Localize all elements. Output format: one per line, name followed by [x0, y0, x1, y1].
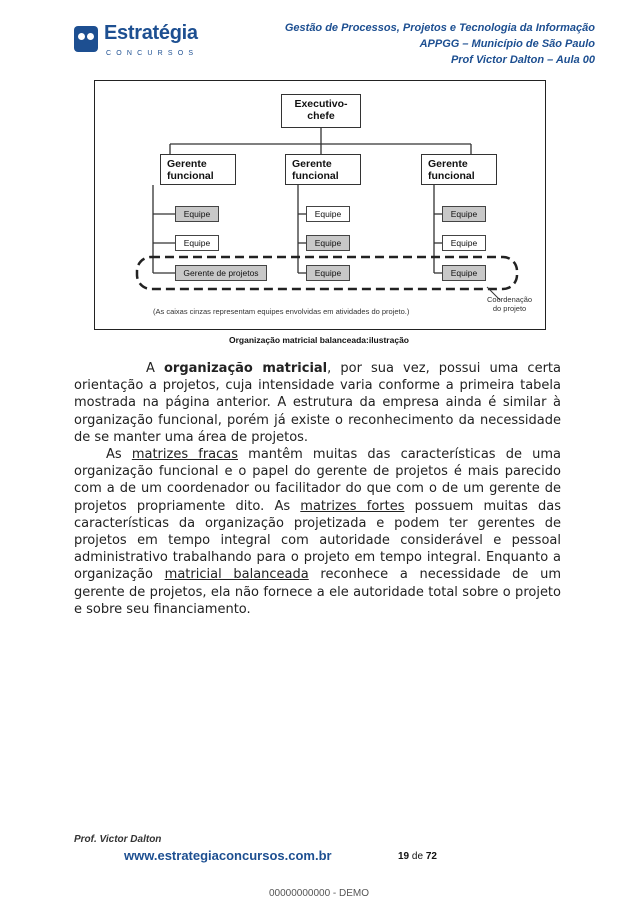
team-box: Equipe [306, 206, 350, 222]
paragraph-matrix-types [74, 446, 561, 618]
p2-text-2: mantêm muitas das características de uma organização funcional e o papel do gerente de projetos é mais parecido com a de um coordenador ou facilitador do que com o de um gerente de projetos propriamente dito. As [74, 447, 561, 514]
page-current: 19 [398, 851, 410, 862]
header-lesson: Prof Victor Dalton – Aula 00 [450, 54, 595, 66]
team-box: Equipe [175, 206, 219, 222]
p1-text-1: A [146, 361, 164, 376]
manager-3-line1: Gerente [428, 158, 468, 170]
page-number [398, 851, 437, 862]
header-course-title: Gestão de Processos, Projetos e Tecnologia da Informação [284, 22, 595, 34]
logo-brand-name: Estratégia [104, 22, 198, 44]
executive-chief-node [281, 94, 361, 128]
manager-2-line1: Gerente [292, 158, 332, 170]
team-box: Equipe [306, 265, 350, 281]
manager-2-line2: funcional [292, 170, 339, 182]
p2-text-3: possuem muitas das características da organização projetizada e podem ter gerentes de projetos em tempo integral com autoridade considerável e pessoal administrativo trabalhando para o projeto em tempo integral. Enquanto a organização [74, 498, 561, 583]
p2-balanced-matrix: matricial balanceada [164, 567, 309, 583]
p1-bold-term: organização matricial [163, 361, 328, 376]
executive-chief-line2: chefe [307, 110, 335, 122]
coordination-line2: do projeto [492, 304, 527, 313]
diagram-caption: Organização matricial balanceada:ilustração [229, 335, 409, 345]
functional-manager-node-2 [285, 154, 361, 185]
diagram-legend: (As caixas cinzas representam equipes envolvidas em atividades do projeto.) [153, 307, 410, 316]
estrategia-logo [74, 22, 204, 64]
team-box: Equipe [306, 235, 350, 251]
org-chart-diagram [94, 80, 546, 330]
owl-logo-icon [74, 26, 98, 52]
logo-brand-sub: CONCURSOS [106, 50, 199, 57]
p2-text-4: reconhece a necessidade de um gerente de projetos, ela não fornece a ele autoridade total sobre o projeto e sobre seu financiamento. [74, 567, 561, 617]
paragraph-matrix-organization [74, 360, 561, 446]
project-coordination-label [487, 295, 532, 313]
p1-text-2: , por sua vez, possui uma certa orientação a projetos, cuja intensidade varia conforme a primeira tabela mostrada na página anterior. A estrutura da empresa ainda é similar à organização funcional, porém já existe o reconhecimento da necessidade de se manter uma área de projetos. [74, 361, 561, 445]
manager-1-line2: funcional [167, 170, 214, 182]
team-box: Equipe [442, 206, 486, 222]
page-total: 72 [425, 851, 437, 862]
page-of: de [411, 851, 424, 862]
footer-professor: Prof. Victor Dalton [74, 834, 162, 845]
team-box: Equipe [442, 235, 486, 251]
team-box: Equipe [175, 235, 219, 251]
functional-manager-node-3 [421, 154, 497, 185]
manager-1-line1: Gerente [167, 158, 207, 170]
functional-manager-node-1 [160, 154, 236, 185]
coordination-line1: Coordenação [487, 295, 533, 304]
executive-chief-line1: Executivo- [294, 98, 348, 110]
p2-strong-matrix: matrizes fortes [300, 498, 405, 514]
p2-weak-matrix: matrizes fracas [131, 447, 239, 462]
footer-website-link[interactable]: www.estrategiaconcursos.com.br [124, 848, 332, 863]
project-manager-box: Gerente de projetos [175, 265, 267, 281]
p2-text-1: As [106, 447, 132, 462]
demo-watermark: 00000000000 - DEMO [268, 888, 370, 899]
header-exam: APPGG – Município de São Paulo [419, 38, 595, 50]
team-box: Equipe [442, 265, 486, 281]
manager-3-line2: funcional [428, 170, 475, 182]
